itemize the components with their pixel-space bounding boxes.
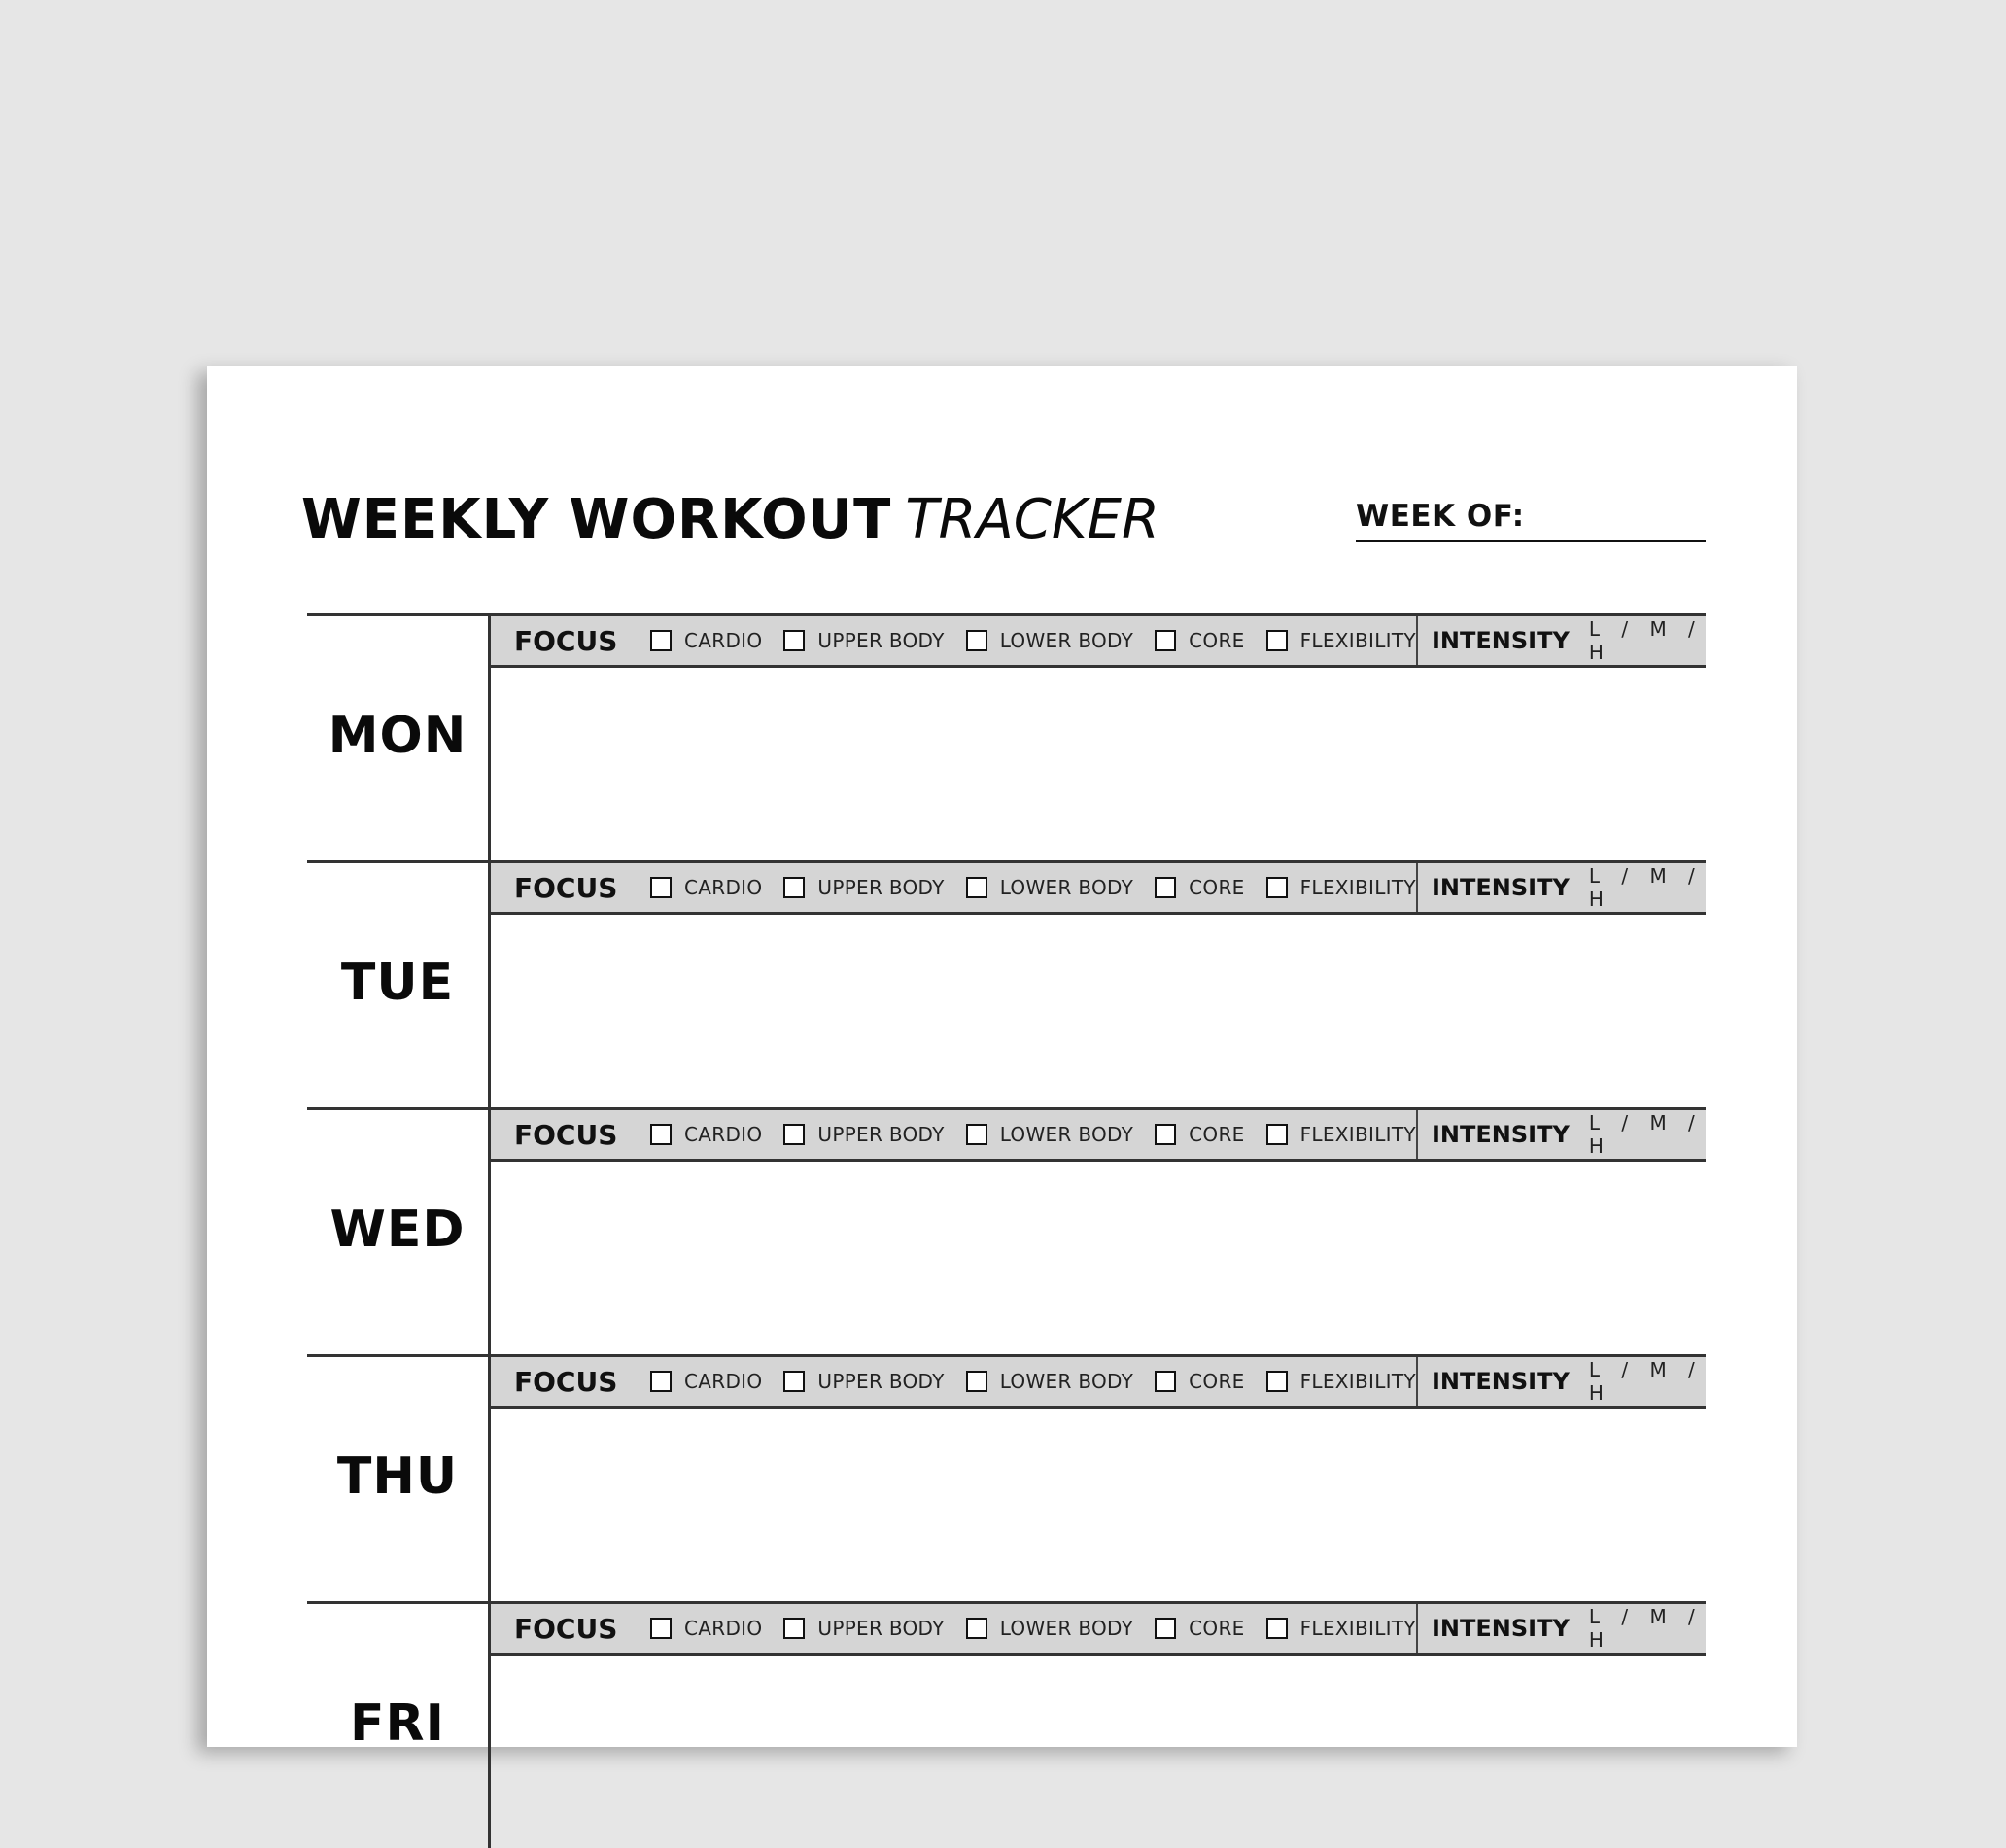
workout-notes-area[interactable] bbox=[488, 613, 1706, 860]
focus-option-label: LOWER BODY bbox=[999, 1123, 1134, 1146]
focus-option-lower-body bbox=[966, 1370, 1133, 1393]
intensity-scale[interactable]: L / M / H bbox=[1588, 864, 1703, 911]
intensity-label: INTENSITY bbox=[1432, 1368, 1570, 1395]
focus-option-label: CORE bbox=[1189, 629, 1245, 652]
checkbox-lower-body[interactable] bbox=[966, 630, 987, 651]
checkbox-upper-body[interactable] bbox=[783, 630, 805, 651]
checkbox-flexibility[interactable] bbox=[1266, 1124, 1288, 1145]
focus-option-label: UPPER BODY bbox=[817, 876, 945, 899]
checkbox-lower-body[interactable] bbox=[966, 1124, 987, 1145]
focus-label: FOCUS bbox=[514, 871, 618, 904]
checkbox-core[interactable] bbox=[1155, 1618, 1176, 1639]
day-row-wed bbox=[307, 1107, 1706, 1354]
focus-bar bbox=[491, 1107, 1706, 1162]
intensity-section bbox=[1416, 1357, 1706, 1406]
day-label: FRI bbox=[350, 1693, 445, 1753]
intensity-scale[interactable]: L / M / H bbox=[1588, 1111, 1703, 1158]
day-grid bbox=[307, 613, 1706, 1848]
day-cell bbox=[307, 1357, 488, 1601]
focus-option-label: LOWER BODY bbox=[999, 629, 1134, 652]
checkbox-upper-body[interactable] bbox=[783, 1618, 805, 1639]
focus-option-core bbox=[1155, 1123, 1244, 1146]
focus-option-label: FLEXIBILITY bbox=[1299, 1123, 1416, 1146]
focus-option-lower-body bbox=[966, 1617, 1133, 1640]
focus-option-cardio bbox=[650, 629, 762, 652]
intensity-section bbox=[1416, 863, 1706, 912]
focus-bar bbox=[491, 613, 1706, 668]
day-label: TUE bbox=[340, 953, 455, 1012]
focus-option-upper-body bbox=[783, 876, 944, 899]
title-bold: WEEKLY WORKOUT bbox=[301, 488, 892, 551]
focus-option-flexibility bbox=[1266, 629, 1416, 652]
checkbox-flexibility[interactable] bbox=[1266, 877, 1288, 898]
checkbox-flexibility[interactable] bbox=[1266, 1371, 1288, 1392]
focus-label: FOCUS bbox=[514, 624, 618, 657]
tracker-sheet bbox=[207, 366, 1797, 1753]
focus-option-label: UPPER BODY bbox=[817, 1370, 945, 1393]
focus-option-upper-body bbox=[783, 1123, 944, 1146]
focus-bar bbox=[491, 1601, 1706, 1656]
day-row-tue bbox=[307, 860, 1706, 1107]
intensity-section bbox=[1416, 616, 1706, 665]
checkbox-cardio[interactable] bbox=[650, 630, 672, 651]
intensity-label: INTENSITY bbox=[1432, 874, 1570, 901]
day-label: MON bbox=[328, 706, 467, 765]
focus-option-core bbox=[1155, 876, 1244, 899]
checkbox-cardio[interactable] bbox=[650, 1124, 672, 1145]
page-title bbox=[301, 488, 1159, 551]
checkbox-lower-body[interactable] bbox=[966, 877, 987, 898]
focus-option-cardio bbox=[650, 1370, 762, 1393]
focus-option-label: CARDIO bbox=[684, 1123, 763, 1146]
focus-option-flexibility bbox=[1266, 1123, 1416, 1146]
day-cell bbox=[307, 1110, 488, 1354]
focus-option-label: LOWER BODY bbox=[999, 1617, 1134, 1640]
day-cell bbox=[307, 863, 488, 1107]
focus-option-upper-body bbox=[783, 1617, 944, 1640]
checkbox-core[interactable] bbox=[1155, 1124, 1176, 1145]
focus-option-label: CARDIO bbox=[684, 876, 763, 899]
checkbox-upper-body[interactable] bbox=[783, 1124, 805, 1145]
focus-option-label: FLEXIBILITY bbox=[1299, 876, 1416, 899]
checkbox-core[interactable] bbox=[1155, 630, 1176, 651]
focus-option-label: UPPER BODY bbox=[817, 1617, 945, 1640]
workout-notes-area[interactable] bbox=[488, 1354, 1706, 1601]
focus-option-core bbox=[1155, 1370, 1244, 1393]
focus-bar bbox=[491, 1354, 1706, 1409]
focus-bar bbox=[491, 860, 1706, 915]
workout-notes-area[interactable] bbox=[488, 1107, 1706, 1354]
focus-option-label: CORE bbox=[1189, 1617, 1245, 1640]
checkbox-cardio[interactable] bbox=[650, 877, 672, 898]
intensity-section bbox=[1416, 1110, 1706, 1159]
focus-label: FOCUS bbox=[514, 1118, 618, 1151]
checkbox-cardio[interactable] bbox=[650, 1371, 672, 1392]
day-label: WED bbox=[329, 1200, 466, 1259]
day-row-thu bbox=[307, 1354, 1706, 1601]
checkbox-upper-body[interactable] bbox=[783, 877, 805, 898]
focus-option-label: CARDIO bbox=[684, 1617, 763, 1640]
focus-option-label: CARDIO bbox=[684, 1370, 763, 1393]
week-of-field[interactable] bbox=[1356, 499, 1706, 542]
focus-option-label: FLEXIBILITY bbox=[1299, 629, 1416, 652]
focus-option-label: CORE bbox=[1189, 1370, 1245, 1393]
week-of-label: WEEK OF: bbox=[1356, 499, 1525, 534]
day-label: THU bbox=[336, 1447, 459, 1506]
day-cell bbox=[307, 616, 488, 860]
checkbox-lower-body[interactable] bbox=[966, 1618, 987, 1639]
focus-option-label: UPPER BODY bbox=[817, 1123, 945, 1146]
checkbox-core[interactable] bbox=[1155, 877, 1176, 898]
day-row-fri bbox=[307, 1601, 1706, 1848]
intensity-scale[interactable]: L / M / H bbox=[1588, 1358, 1703, 1405]
focus-option-label: CORE bbox=[1189, 876, 1245, 899]
checkbox-flexibility[interactable] bbox=[1266, 630, 1288, 651]
intensity-scale[interactable]: L / M / H bbox=[1588, 1605, 1703, 1652]
focus-option-label: CORE bbox=[1189, 1123, 1245, 1146]
focus-option-flexibility bbox=[1266, 1370, 1416, 1393]
focus-label: FOCUS bbox=[514, 1612, 618, 1645]
focus-option-cardio bbox=[650, 1123, 762, 1146]
checkbox-upper-body[interactable] bbox=[783, 1371, 805, 1392]
focus-option-flexibility bbox=[1266, 876, 1416, 899]
focus-option-label: FLEXIBILITY bbox=[1299, 1370, 1416, 1393]
focus-option-upper-body bbox=[783, 629, 944, 652]
checkbox-core[interactable] bbox=[1155, 1371, 1176, 1392]
intensity-label: INTENSITY bbox=[1432, 627, 1570, 654]
day-cell bbox=[307, 1604, 488, 1848]
checkbox-lower-body[interactable] bbox=[966, 1371, 987, 1392]
day-row-mon bbox=[307, 613, 1706, 860]
focus-option-lower-body bbox=[966, 876, 1133, 899]
focus-option-label: FLEXIBILITY bbox=[1299, 1617, 1416, 1640]
focus-option-label: UPPER BODY bbox=[817, 629, 945, 652]
focus-option-core bbox=[1155, 1617, 1244, 1640]
title-italic: TRACKER bbox=[905, 488, 1159, 551]
focus-option-lower-body bbox=[966, 1123, 1133, 1146]
checkbox-flexibility[interactable] bbox=[1266, 1618, 1288, 1639]
focus-option-label: CARDIO bbox=[684, 629, 763, 652]
focus-option-cardio bbox=[650, 876, 762, 899]
focus-option-cardio bbox=[650, 1617, 762, 1640]
intensity-section bbox=[1416, 1604, 1706, 1653]
intensity-label: INTENSITY bbox=[1432, 1121, 1570, 1148]
focus-option-label: LOWER BODY bbox=[999, 1370, 1134, 1393]
focus-option-core bbox=[1155, 629, 1244, 652]
focus-option-upper-body bbox=[783, 1370, 944, 1393]
focus-option-label: LOWER BODY bbox=[999, 876, 1134, 899]
focus-option-lower-body bbox=[966, 629, 1133, 652]
focus-label: FOCUS bbox=[514, 1365, 618, 1398]
workout-notes-area[interactable] bbox=[488, 860, 1706, 1107]
intensity-label: INTENSITY bbox=[1432, 1615, 1570, 1642]
focus-option-flexibility bbox=[1266, 1617, 1416, 1640]
workout-notes-area[interactable] bbox=[488, 1601, 1706, 1848]
checkbox-cardio[interactable] bbox=[650, 1618, 672, 1639]
intensity-scale[interactable]: L / M / H bbox=[1588, 617, 1703, 664]
